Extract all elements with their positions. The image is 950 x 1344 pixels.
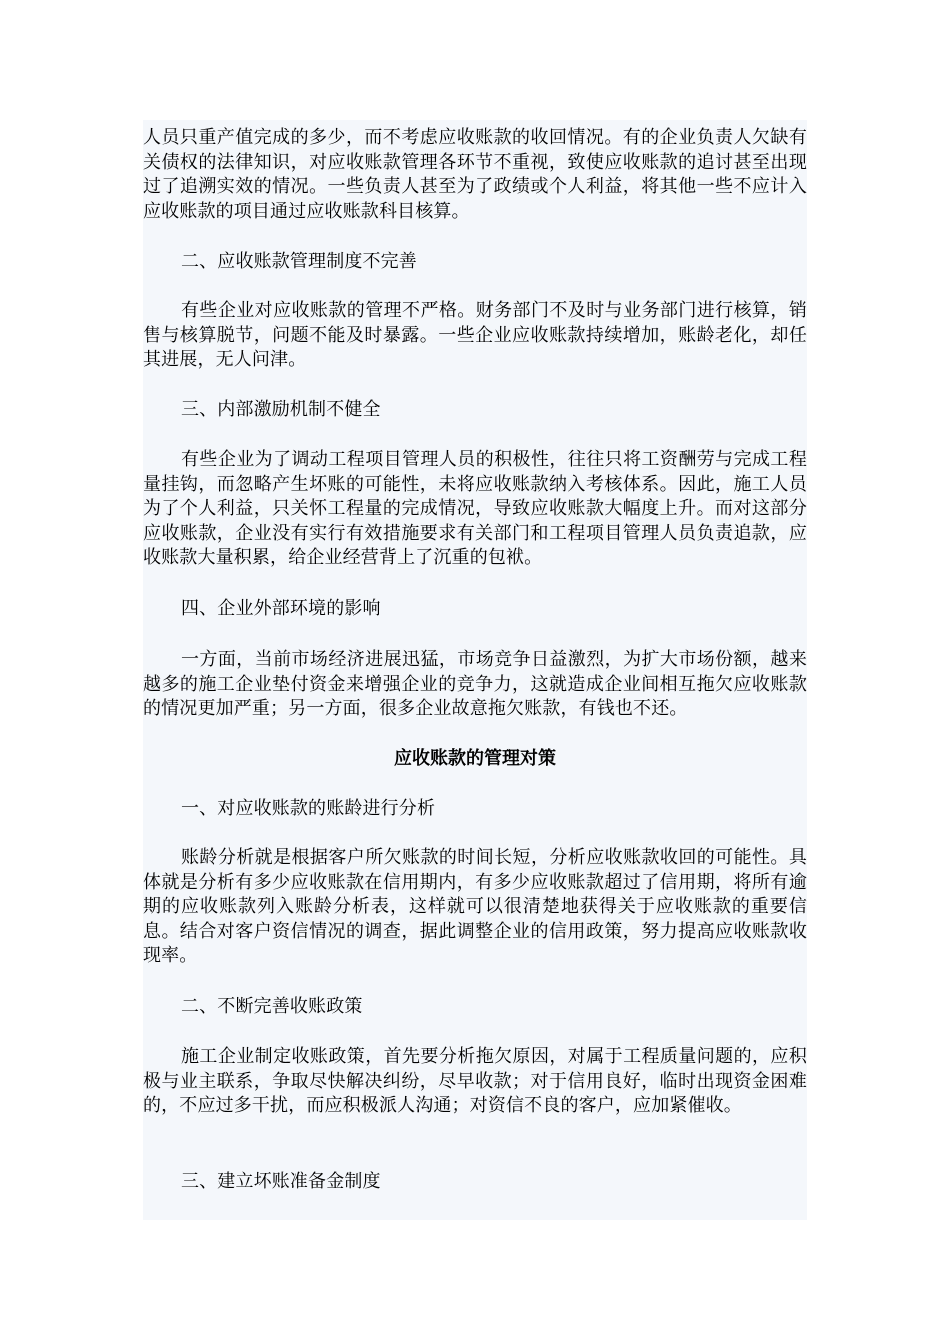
heading-incentive-mechanism: 三、内部激励机制不健全 bbox=[181, 399, 381, 420]
intro-paragraph: 人员只重产值完成的多少，而不考虑应收账款的收回情况。有的企业负责人欠缺有关债权的法律知识，对应收账款管理各环节不重视，致使应收账款的追讨甚至出现过了追溯实效的情况。一些负责人甚至为了政绩或个人利益，将其他一些不应计入应收账款的项目通过应收账款科目核算。 bbox=[143, 127, 807, 222]
paragraph-collection-policy: 施工企业制定收账政策，首先要分析拖欠原因，对属于工程质量问题的，应积极与业主联系，争取尽快解决纠纷，尽早收款；对于信用良好，临时出现资金困难的，不应过多干扰，而应积极派人沟通；对资信不良的客户，应加紧催收。 bbox=[143, 1046, 807, 1117]
heading-external-environment: 四、企业外部环境的影响 bbox=[181, 598, 381, 619]
section-title: 应收账款的管理对策 bbox=[394, 748, 556, 769]
paragraph-management-system: 有些企业对应收账款的管理不严格。财务部门不及时与业务部门进行核算，销售与核算脱节，问题不能及时暴露。一些企业应收账款持续增加，账龄老化，却任其进展，无人问津。 bbox=[143, 300, 807, 371]
paragraph-external-environment: 一方面，当前市场经济进展迅猛，市场竞争日益激烈，为扩大市场份额，越来越多的施工企业垫付资金来增强企业的竞争力，这就造成企业间相互拖欠应收账款的情况更加严重；另一方面，很多企业故意拖欠账款，有钱也不还。 bbox=[143, 649, 807, 720]
heading-bad-debt-reserve: 三、建立坏账准备金制度 bbox=[181, 1171, 381, 1192]
heading-collection-policy: 二、不断完善收账政策 bbox=[181, 996, 363, 1017]
paragraph-aging-analysis: 账龄分析就是根据客户所欠账款的时间长短，分析应收账款收回的可能性。具体就是分析有多少应收账款在信用期内，有多少应收账款超过了信用期，将所有逾期的应收账款列入账龄分析表，这样就可以很清楚地获得关于应收账款的重要信息。结合对客户资信情况的调查，据此调整企业的信用政策，努力提高应收账款收现率。 bbox=[143, 847, 807, 967]
heading-aging-analysis: 一、对应收账款的账龄进行分析 bbox=[181, 798, 436, 819]
paragraph-incentive-mechanism: 有些企业为了调动工程项目管理人员的积极性，往往只将工资酬劳与完成工程量挂钩，而忽略产生坏账的可能性，未将应收账款纳入考核体系。因此，施工人员为了个人利益，只关怀工程量的完成情况，导致应收账款大幅度上升。而对这部分应收账款，企业没有实行有效措施要求有关部门和工程项目管理人员负责追款，应收账款大量积累，给企业经营背上了沉重的包袱。 bbox=[143, 449, 807, 569]
heading-management-system: 二、应收账款管理制度不完善 bbox=[181, 251, 417, 272]
